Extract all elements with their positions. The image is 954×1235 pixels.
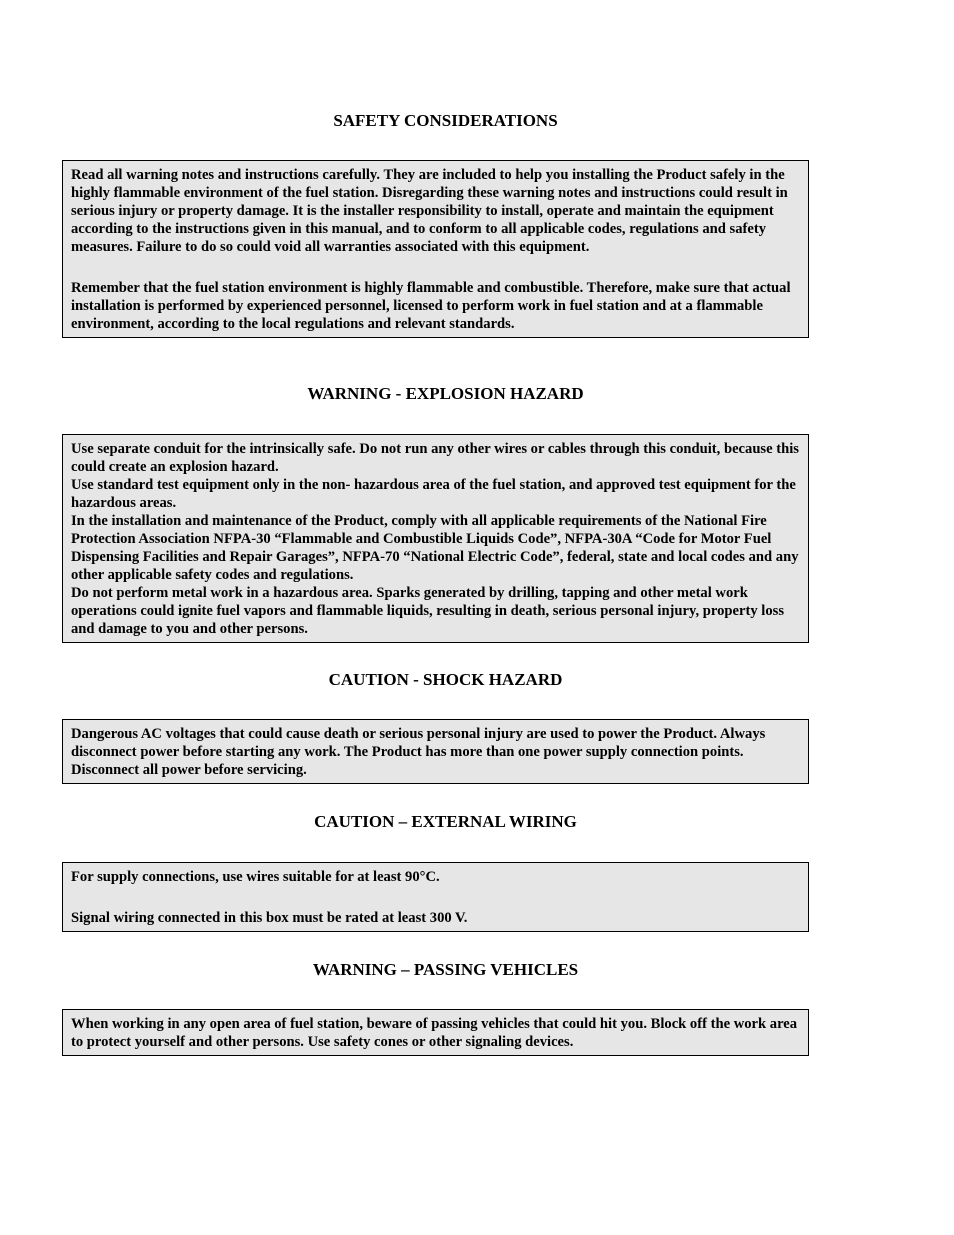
section-heading-shock: CAUTION - SHOCK HAZARD	[328, 670, 563, 689]
section-heading-vehicles: WARNING – PASSING VEHICLES	[312, 960, 579, 979]
notice-paragraph: Read all warning notes and instructions carefully. They are included to help you installing the Product safely in the highly flammable environment of the fuel station. Disregarding these warning notes and instructions could result in serious injury or property damage. It is the installer responsibility to install, operate and maintain the equipment according to the instructions given in this manual, and to conform to all applicable codes, regulations and safety measures. Failure to do so could void all warranties associated with this equipment.	[71, 167, 788, 255]
notice-paragraph: When working in any open area of fuel station, beware of passing vehicles that could hit you. Block off the work area to protect yourself and other persons. Use safety cones or other signaling devices.	[71, 1016, 798, 1050]
notice-box-explosion	[62, 434, 809, 643]
notice-paragraph: Use standard test equipment only in the non- hazardous area of the fuel station, and approved test equipment for the hazardous areas.	[71, 477, 796, 511]
notice-paragraph: Use separate conduit for the intrinsically safe. Do not run any other wires or cables through this conduit, because this could create an explosion hazard.	[71, 441, 799, 475]
notice-paragraph: For supply connections, use wires suitable for at least 90°C.	[71, 869, 440, 885]
notice-paragraph: Do not perform metal work in a hazardous area. Sparks generated by drilling, tapping and other metal work operations could ignite fuel vapors and flammable liquids, resulting in death, serious personal injury, property loss and damage to you and other persons.	[71, 585, 785, 637]
notice-paragraph: Signal wiring connected in this box must be rated at least 300 V.	[71, 910, 468, 926]
notice-paragraph: Dangerous AC voltages that could cause death or serious personal injury are used to power the Product. Always disconnect power before starting any work. The Product has more than one power supply connection points. Disconnect all power before servicing.	[71, 726, 766, 778]
notice-box-vehicles	[62, 1009, 809, 1056]
notice-box-safety	[62, 160, 809, 338]
section-heading-safety: SAFETY CONSIDERATIONS	[333, 111, 558, 130]
section-heading-wiring: CAUTION – EXTERNAL WIRING	[314, 812, 577, 831]
section-heading-explosion: WARNING - EXPLOSION HAZARD	[307, 384, 584, 403]
notice-paragraph: In the installation and maintenance of the Product, comply with all applicable requirements of the National Fire Protection Association NFPA-30 “Flammable and Combustible Liquids Code”, NFPA-30A “Code for Motor Fuel Dispensing Facilities and Repair Garages”, NFPA-70 “National Electric Code”, federal, state and local codes and any other applicable safety codes and regulations.	[71, 513, 799, 583]
notice-box-wiring	[62, 862, 809, 932]
notice-box-shock	[62, 719, 809, 784]
notice-paragraph: Remember that the fuel station environment is highly flammable and combustible. Therefore, make sure that actual installation is performed by experienced personnel, licensed to perform work in fuel station and at a flammable environment, according to the local regulations and relevant standards.	[71, 280, 791, 332]
